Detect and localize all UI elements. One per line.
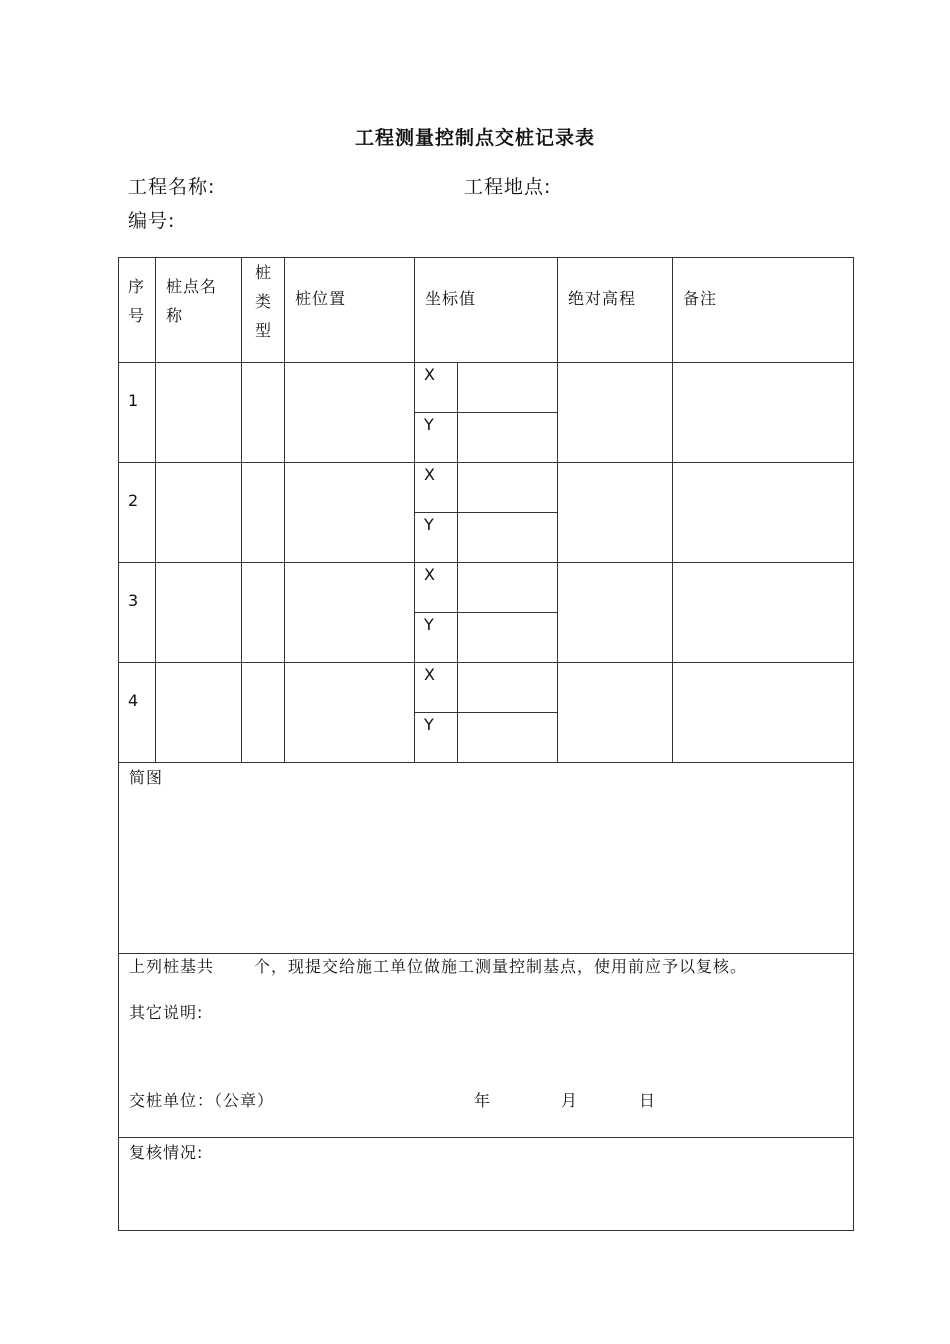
cell-pile-position[interactable]	[285, 363, 415, 463]
header-elevation: 绝对高程	[558, 258, 673, 363]
handover-text-start: 上列桩基共	[129, 957, 215, 976]
table-row	[119, 563, 854, 613]
x-label: X	[415, 363, 458, 413]
x-label: X	[415, 663, 458, 713]
cell-elevation[interactable]	[558, 363, 673, 463]
project-name-label: 工程名称:	[128, 176, 216, 198]
handover-row	[119, 954, 854, 1138]
table-row	[119, 663, 854, 713]
handover-area	[119, 954, 854, 1138]
review-area[interactable]	[119, 1138, 854, 1231]
cell-y-value[interactable]	[458, 513, 558, 563]
y-label: Y	[415, 613, 458, 663]
x-label: X	[415, 563, 458, 613]
cell-pile-type[interactable]	[242, 563, 285, 663]
header-pile-position: 桩位置	[285, 258, 415, 363]
project-location-label: 工程地点:	[464, 176, 552, 198]
sketch-area[interactable]	[119, 763, 854, 954]
header-coordinate: 坐标值	[415, 258, 558, 363]
cell-elevation[interactable]	[558, 563, 673, 663]
y-label: Y	[415, 713, 458, 763]
row-number: 1	[119, 363, 156, 463]
cell-elevation[interactable]	[558, 663, 673, 763]
cell-pile-position[interactable]	[285, 563, 415, 663]
review-row	[119, 1138, 854, 1231]
cell-pile-type[interactable]	[242, 663, 285, 763]
y-label: Y	[415, 413, 458, 463]
row-number: 3	[119, 563, 156, 663]
year-label: 年	[474, 1091, 491, 1110]
cell-remarks[interactable]	[673, 663, 854, 763]
other-notes-label: 其它说明:	[129, 1003, 204, 1022]
sketch-row	[119, 763, 854, 954]
table-row	[119, 463, 854, 513]
cell-elevation[interactable]	[558, 463, 673, 563]
number-label: 编号:	[128, 210, 176, 232]
header-remarks: 备注	[673, 258, 854, 363]
header-pile-type: 桩类型	[242, 258, 285, 363]
cell-y-value[interactable]	[458, 413, 558, 463]
handover-unit-label: 交桩单位：（公章）	[129, 1091, 275, 1110]
table-row	[119, 363, 854, 413]
form-title: 工程测量控制点交桩记录表	[354, 127, 595, 149]
x-label: X	[415, 463, 458, 513]
cell-remarks[interactable]	[673, 463, 854, 563]
month-label: 月	[561, 1091, 578, 1110]
cell-x-value[interactable]	[458, 363, 558, 413]
row-number: 2	[119, 463, 156, 563]
cell-pile-position[interactable]	[285, 663, 415, 763]
review-label: 复核情况:	[129, 1143, 204, 1162]
cell-pile-type[interactable]	[242, 363, 285, 463]
day-label: 日	[639, 1091, 656, 1110]
cell-remarks[interactable]	[673, 363, 854, 463]
row-number: 4	[119, 663, 156, 763]
cell-y-value[interactable]	[458, 613, 558, 663]
cell-x-value[interactable]	[458, 463, 558, 513]
cell-remarks[interactable]	[673, 563, 854, 663]
handover-statement	[129, 954, 747, 977]
cell-y-value[interactable]	[458, 713, 558, 763]
cell-pile-position[interactable]	[285, 463, 415, 563]
sketch-label: 简图	[129, 768, 164, 787]
handover-text-end: 个，现提交给施工单位做施工测量控制基点，使用前应予以复核。	[254, 957, 748, 976]
header-pile-name: 桩点名称	[156, 258, 242, 363]
cell-pile-name[interactable]	[156, 563, 242, 663]
cell-pile-type[interactable]	[242, 463, 285, 563]
table-header-row	[119, 258, 854, 363]
header-seq: 序号	[119, 258, 156, 363]
cell-pile-name[interactable]	[156, 363, 242, 463]
cell-pile-name[interactable]	[156, 463, 242, 563]
y-label: Y	[415, 513, 458, 563]
record-table	[118, 257, 854, 1231]
cell-pile-name[interactable]	[156, 663, 242, 763]
cell-x-value[interactable]	[458, 663, 558, 713]
cell-x-value[interactable]	[458, 563, 558, 613]
